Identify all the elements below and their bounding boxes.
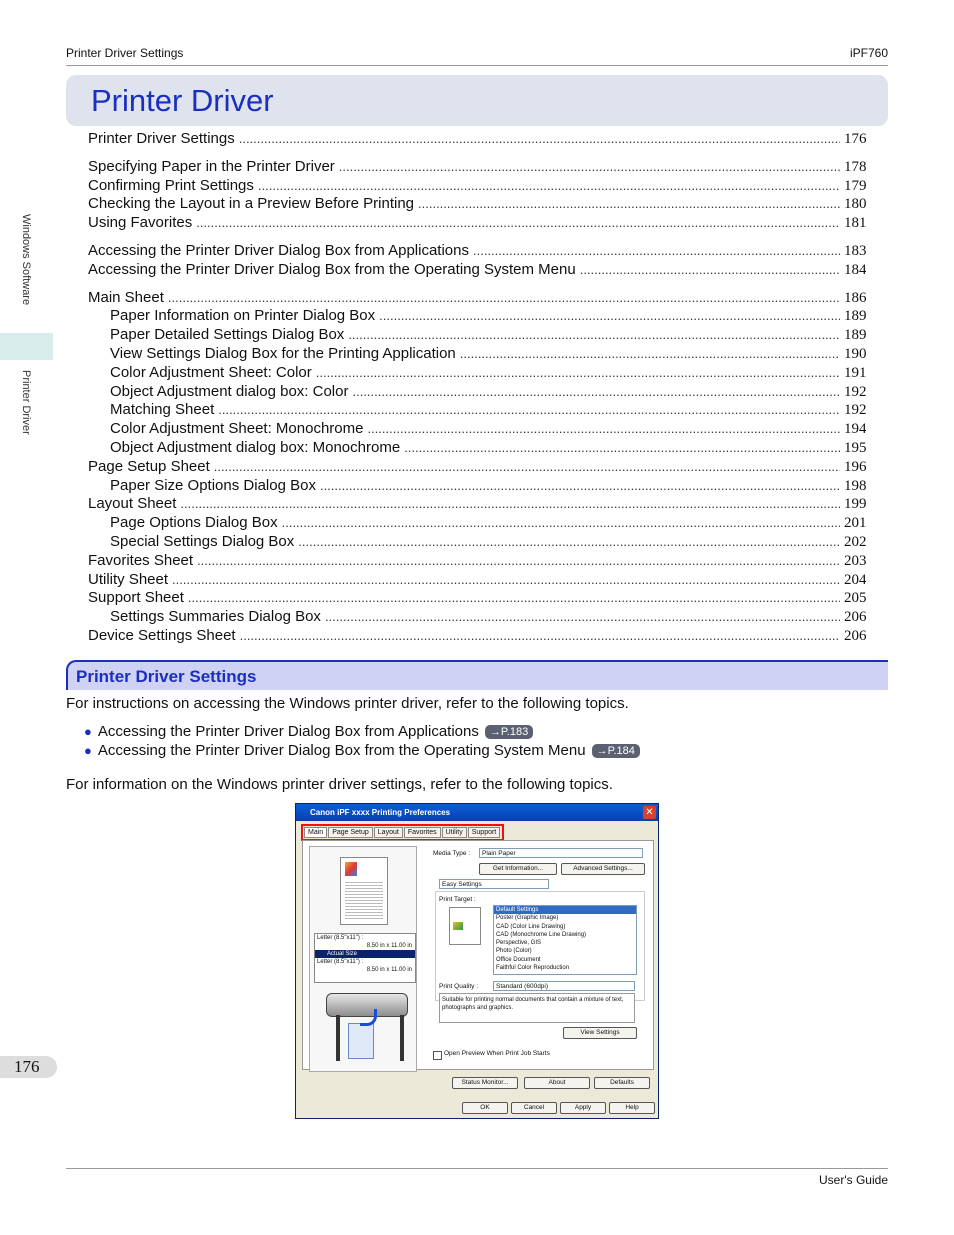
- toc-leader-dots: [352, 383, 840, 400]
- toc-leader-dots: [188, 589, 840, 606]
- toc-group-spacer: [88, 280, 866, 289]
- close-icon[interactable]: ✕: [643, 806, 656, 819]
- toc-leader-dots: [316, 364, 840, 381]
- description-box: Suitable for printing normal documents that contain a mixture of text, photographs and graphics.: [439, 993, 635, 1023]
- toc-entry-label: Object Adjustment dialog box: Monochrome: [110, 438, 401, 456]
- toc-leader-dots: [240, 627, 840, 644]
- toc-entry[interactable]: [88, 608, 866, 627]
- toc-entry-page: 205: [844, 590, 866, 607]
- toc-entry[interactable]: [88, 589, 866, 608]
- print-target-preview: [449, 907, 481, 945]
- print-target-option[interactable]: CAD (Monochrome Line Drawing): [496, 931, 587, 938]
- target-image-thumbnail: [453, 922, 463, 930]
- toc-leader-dots: [460, 345, 840, 362]
- apply-button[interactable]: Apply: [560, 1102, 606, 1114]
- page-reference-link[interactable]: →P.183: [485, 725, 533, 739]
- tab-page-setup[interactable]: Page Setup: [328, 827, 373, 838]
- toc-entry-label: Color Adjustment Sheet: Color: [110, 363, 312, 381]
- toc-entry-page: 198: [844, 477, 866, 494]
- toc-leader-dots: [172, 571, 840, 588]
- source-size-dimensions: 8.50 in x 11.00 in: [366, 943, 412, 949]
- toc-entry-label: Specifying Paper in the Printer Driver: [88, 157, 335, 175]
- print-quality-select[interactable]: Standard (600dpi): [493, 981, 635, 991]
- toc-entry-label: Using Favorites: [88, 214, 193, 232]
- toc-entry-label: Accessing the Printer Driver Dialog Box from the Operating System Menu: [88, 260, 576, 278]
- toc-entry[interactable]: [88, 477, 866, 496]
- toc-entry-page: 178: [844, 158, 866, 175]
- toc-leader-dots: [379, 307, 840, 324]
- preview-area: [309, 846, 417, 1072]
- toc-leader-dots: [325, 608, 840, 625]
- toc-entry-page: 184: [844, 261, 866, 278]
- toc-entry-page: 192: [844, 383, 866, 400]
- toc-entry[interactable]: [88, 571, 866, 590]
- toc-leader-dots: [580, 261, 840, 278]
- toc-entry[interactable]: [88, 552, 866, 571]
- toc-entry-page: 201: [844, 515, 866, 532]
- toc-entry[interactable]: [88, 495, 866, 514]
- toc-entry-label: Paper Detailed Settings Dialog Box: [110, 326, 345, 344]
- print-target-option[interactable]: Photo (Color): [496, 948, 532, 955]
- ok-button[interactable]: OK: [462, 1102, 508, 1114]
- toc-leader-dots: [258, 177, 840, 194]
- image-thumbnail: [345, 862, 357, 876]
- toc-entry[interactable]: [88, 195, 866, 214]
- toc-entry-label: Paper Information on Printer Dialog Box: [110, 307, 376, 325]
- toc-entry[interactable]: [88, 130, 866, 149]
- side-tab-highlight: [0, 333, 53, 360]
- defaults-button[interactable]: Defaults: [594, 1077, 650, 1089]
- toc-leader-dots: [168, 289, 840, 306]
- page-number: 176: [0, 1056, 57, 1078]
- toc-entry-page: 195: [844, 439, 866, 456]
- toc-leader-dots: [473, 242, 840, 259]
- running-header-model: iPF760: [849, 46, 888, 60]
- toc-entry-label: Page Setup Sheet: [88, 457, 210, 475]
- toc-entry-page: 190: [844, 345, 866, 362]
- toc-leader-dots: [367, 420, 840, 437]
- toc-entry[interactable]: [88, 514, 866, 533]
- toc-entry-label: Support Sheet: [88, 589, 184, 607]
- toc-entry-page: 180: [844, 196, 866, 213]
- toc-entry-page: 192: [844, 402, 866, 419]
- toc-entry-page: 183: [844, 242, 866, 259]
- toc-entry[interactable]: [88, 261, 866, 280]
- toc-leader-dots: [298, 533, 840, 550]
- toc-entry[interactable]: [88, 289, 866, 308]
- page-reference-link[interactable]: →P.184: [592, 744, 640, 758]
- toc-entry-label: Color Adjustment Sheet: Monochrome: [110, 420, 364, 438]
- toc-entry-label: Favorites Sheet: [88, 551, 194, 569]
- dialog-title: Canon iPF xxxx Printing Preferences: [310, 808, 451, 817]
- toc-entry-label: Main Sheet: [88, 288, 164, 306]
- toc-entry-page: 191: [844, 364, 866, 381]
- output-size-label: Letter (8.5"x11") :: [317, 959, 364, 965]
- header-rule: [66, 65, 888, 66]
- media-type-label: Media Type :: [433, 850, 471, 857]
- tab-support[interactable]: Support: [468, 827, 501, 838]
- toc-leader-dots: [239, 130, 840, 147]
- print-target-option[interactable]: Default Settings: [494, 906, 636, 914]
- toc-entry-page: 196: [844, 458, 866, 475]
- toc-entry-label: Special Settings Dialog Box: [110, 532, 295, 550]
- bullet-text: Accessing the Printer Driver Dialog Box from Applications: [97, 723, 479, 740]
- bullet-icon: ●: [84, 743, 92, 758]
- open-preview-label: Open Preview When Print Job Starts: [444, 1050, 550, 1057]
- toc-entry[interactable]: [88, 439, 866, 458]
- open-preview-checkbox[interactable]: [433, 1051, 442, 1060]
- toc-entry-label: Object Adjustment dialog box: Color: [110, 382, 349, 400]
- toc-leader-dots: [197, 552, 840, 569]
- print-target-option[interactable]: CAD (Color Line Drawing): [496, 923, 566, 930]
- toc-entry[interactable]: [88, 307, 866, 326]
- intro-paragraph: For instructions on accessing the Windows printer driver, refer to the following topics.: [66, 695, 629, 712]
- toc-leader-dots: [214, 458, 840, 475]
- side-label-printer-driver: Printer Driver: [20, 370, 32, 435]
- bullet-list: [84, 722, 640, 760]
- toc-entry-page: 189: [844, 308, 866, 325]
- toc-entry-label: Confirming Print Settings: [88, 176, 254, 194]
- toc-group-spacer: [88, 149, 866, 158]
- main-tab-panel: [302, 840, 654, 1070]
- toc-entry-label: Utility Sheet: [88, 570, 169, 588]
- toc-entry-page: 176: [844, 131, 866, 147]
- help-button[interactable]: Help: [609, 1102, 655, 1114]
- tab-utility[interactable]: Utility: [442, 827, 467, 838]
- output-paper: [348, 1023, 374, 1059]
- toc-entry[interactable]: [88, 326, 866, 345]
- toc-entry-page: 181: [844, 215, 866, 232]
- toc-entry-page: 202: [844, 533, 866, 550]
- list-item: [84, 722, 640, 741]
- toc-leader-dots: [418, 195, 840, 212]
- section-title: Printer Driver Settings: [76, 667, 257, 686]
- print-target-label: Print Target :: [439, 896, 476, 903]
- toc-entry-label: Page Options Dialog Box: [110, 514, 278, 532]
- advanced-settings-button[interactable]: Advanced Settings...: [561, 863, 645, 875]
- toc-entry[interactable]: [88, 242, 866, 261]
- printing-preferences-dialog: [295, 803, 659, 1119]
- dialog-tab-strip: [301, 824, 504, 841]
- cancel-button[interactable]: Cancel: [511, 1102, 557, 1114]
- toc-entry[interactable]: [88, 533, 866, 552]
- toc-entry-label: Device Settings Sheet: [88, 626, 236, 644]
- source-size-label: Letter (8.5"x11") :: [317, 935, 364, 941]
- toc-entry-label: Matching Sheet: [110, 401, 215, 419]
- print-target-option[interactable]: Perspective, GIS: [496, 940, 542, 947]
- tab-layout[interactable]: Layout: [374, 827, 403, 838]
- dialog-title-bar: [296, 804, 658, 821]
- toc-entry-page: 206: [844, 609, 866, 626]
- print-target-option[interactable]: Office Document: [496, 956, 541, 963]
- toc-group-spacer: [88, 233, 866, 242]
- output-size-dimensions: 8.50 in x 11.00 in: [366, 967, 412, 973]
- actual-size-label: Actual Size: [315, 950, 415, 958]
- bullet-text: Accessing the Printer Driver Dialog Box from the Operating System Menu: [97, 742, 586, 759]
- toc-entry[interactable]: [88, 214, 866, 233]
- bullet-icon: ●: [84, 724, 92, 739]
- toc-leader-dots: [196, 214, 840, 231]
- toc-entry-page: 199: [844, 496, 866, 513]
- chapter-title: Printer Driver: [91, 83, 274, 118]
- toc-entry-page: 179: [844, 177, 866, 194]
- print-quality-label: Print Quality :: [439, 983, 479, 990]
- toc-entry-label: Accessing the Printer Driver Dialog Box from Applications: [88, 241, 469, 259]
- paper-size-info: [314, 933, 416, 983]
- toc-entry-label: Settings Summaries Dialog Box: [110, 608, 321, 626]
- toc-entry[interactable]: [88, 627, 866, 646]
- print-target-option[interactable]: Poster (Graphic Image): [496, 915, 559, 922]
- toc-entry[interactable]: [88, 177, 866, 196]
- toc-leader-dots: [320, 477, 840, 494]
- toc-entry-page: 203: [844, 552, 866, 569]
- toc-entry-label: Printer Driver Settings: [88, 130, 235, 147]
- toc-entry[interactable]: [88, 401, 866, 420]
- running-header-section: Printer Driver Settings: [66, 46, 184, 60]
- toc-entry-page: 186: [844, 289, 866, 306]
- toc-leader-dots: [404, 439, 840, 456]
- tab-main[interactable]: Main: [304, 827, 327, 838]
- toc-entry[interactable]: [88, 345, 866, 364]
- table-of-contents: [88, 130, 866, 646]
- media-type-select[interactable]: Plain Paper: [479, 848, 643, 858]
- toc-entry-page: 204: [844, 571, 866, 588]
- toc-entry-page: 206: [844, 627, 866, 644]
- toc-entry[interactable]: [88, 383, 866, 402]
- toc-entry-page: 194: [844, 421, 866, 438]
- toc-entry[interactable]: [88, 158, 866, 177]
- footer-guide-title: User's Guide: [819, 1173, 888, 1187]
- mode-select[interactable]: Easy Settings: [439, 879, 549, 889]
- text-lines: [345, 880, 383, 920]
- toc-entry-label: Checking the Layout in a Preview Before Printing: [88, 195, 415, 213]
- printer-illustration: [320, 987, 412, 1067]
- about-button[interactable]: About: [524, 1077, 590, 1089]
- toc-leader-dots: [348, 326, 840, 343]
- view-settings-button[interactable]: View Settings: [563, 1027, 637, 1039]
- page-preview-thumbnail: [340, 857, 388, 925]
- toc-entry[interactable]: [88, 364, 866, 383]
- print-target-list[interactable]: [493, 905, 637, 975]
- toc-entry-label: View Settings Dialog Box for the Printing Application: [110, 344, 456, 362]
- get-information-button[interactable]: Get Information...: [479, 863, 557, 875]
- toc-leader-dots: [218, 401, 840, 418]
- footer-rule: [66, 1168, 888, 1169]
- toc-entry-label: Layout Sheet: [88, 495, 177, 513]
- toc-entry[interactable]: [88, 420, 866, 439]
- outro-paragraph: For information on the Windows printer driver settings, refer to the following topics.: [66, 776, 613, 793]
- print-target-option[interactable]: Faithful Color Reproduction: [496, 965, 570, 972]
- toc-entry-label: Paper Size Options Dialog Box: [110, 476, 316, 494]
- toc-entry[interactable]: [88, 458, 866, 477]
- toc-entry-page: 189: [844, 327, 866, 344]
- toc-leader-dots: [180, 495, 840, 512]
- side-label-windows-software: Windows Software: [20, 214, 32, 306]
- tab-favorites[interactable]: Favorites: [404, 827, 441, 838]
- toc-leader-dots: [339, 158, 840, 175]
- status-monitor-button[interactable]: Status Monitor...: [452, 1077, 518, 1089]
- list-item: [84, 741, 640, 760]
- toc-leader-dots: [282, 514, 840, 531]
